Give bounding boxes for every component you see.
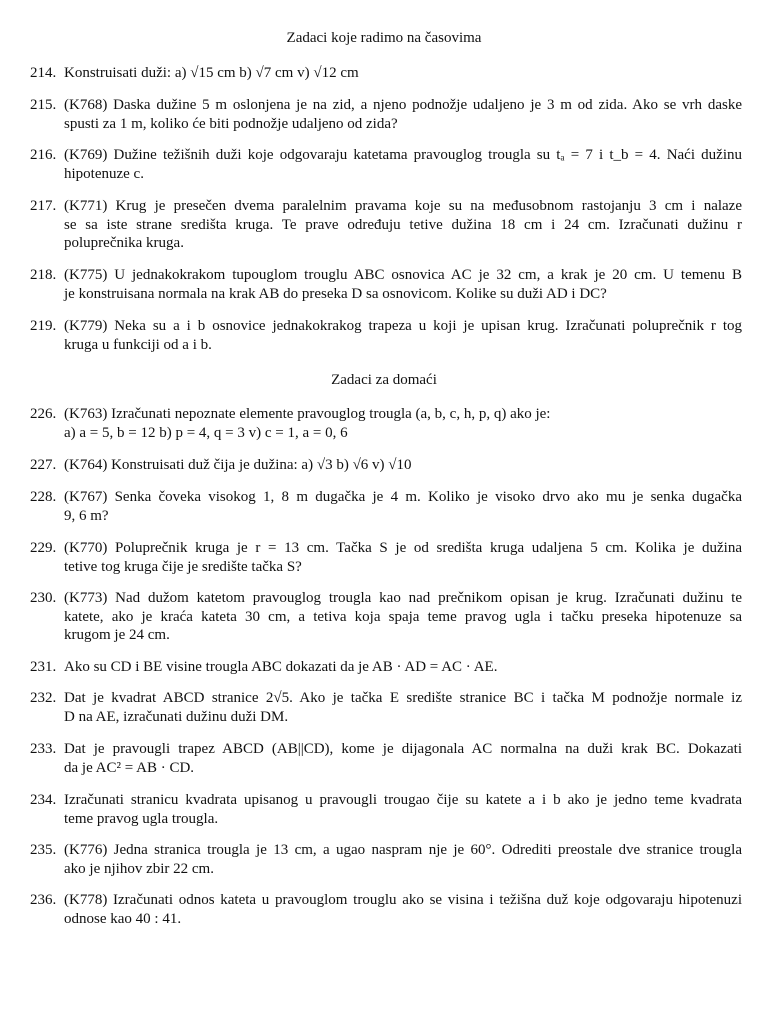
problem-number: 216. (30, 147, 57, 163)
problem-218 (30, 266, 742, 303)
problem-line: Konstruisati duži: a) √15 cm b) √7 cm v) √12 cm (64, 65, 359, 81)
problem-215 (30, 96, 742, 133)
problem-number: 226. (30, 406, 57, 422)
problem-235 (30, 841, 742, 878)
problem-line: 9, 6 m? (64, 507, 109, 524)
problem-line: krugom je 24 cm. (64, 627, 170, 643)
section-heading-homework: Zadaci za domaći (331, 372, 437, 388)
problem-number: 228. (30, 489, 57, 505)
problem-217 (30, 197, 742, 253)
problem-219 (30, 317, 742, 354)
problem-number: 217. (30, 198, 57, 214)
problem-number: 214. (30, 65, 57, 81)
problem-236 (30, 891, 742, 928)
problem-line: ako je njihov zbir 22 cm. (64, 860, 214, 877)
problem-230 (30, 589, 742, 645)
problem-line: tetive tog kruga čije je središte tačka S? (64, 558, 302, 575)
problem-line: (K773) Nad dužom katetom pravouglog trougla kao nad prečnikom opisan je krug. Izračunati dužinu te (64, 590, 742, 606)
problem-line: (K764) Konstruisati duž čija je dužina: a) √3 b) √6 v) √10 (64, 457, 412, 473)
problem-line: Dat je kvadrat ABCD stranice 2√5. Ako je tačka E središte stranice BC i tačka M podnožje normale iz (64, 690, 742, 706)
problem-line: a) a = 5, b = 12 b) p = 4, q = 3 v) c = 1, a = 0, 6 (64, 424, 348, 441)
problem-line: (K767) Senka čoveka visokog 1, 8 m dugačka je 4 m. Koliko je visoko drvo ako mu je senka dugačka (64, 489, 742, 505)
problem-number: 218. (30, 267, 57, 283)
problem-line: da je AC² = AB · CD. (64, 759, 195, 776)
problem-line: (K768) Daska dužine 5 m oslonjena je na zid, a njeno podnožje udaljeno je 3 m od zida. Ako se vrh daske (64, 97, 742, 113)
problem-line: Izračunati stranicu kvadrata upisanog u pravougli trougao čije su katete a i b ako je jedno teme kvadrata (64, 792, 742, 808)
problem-number: 215. (30, 97, 57, 113)
problem-line: (K778) Izračunati odnos kateta u pravouglom trouglu ako se visina i težišna duž koje odgovaraju hipotenuzi (64, 892, 742, 908)
problem-number: 236. (30, 892, 57, 908)
problem-number: 231. (30, 659, 57, 675)
problem-216 (30, 146, 742, 183)
problem-line: kruga u funkciji od a i b. (64, 336, 212, 353)
problem-line: (K771) Krug je presečen dvema paralelnim pravama koje su na međusobnom rastojanju 3 cm i nalaze (64, 198, 742, 214)
problem-226 (30, 405, 742, 442)
problem-line: (K775) U jednakokrakom tupouglom trouglu ABC osnovica AC je 32 cm, a krak je 20 cm. U temenu B (64, 267, 742, 283)
problem-number: 227. (30, 457, 57, 473)
problem-line: (K776) Jedna stranica trougla je 13 cm, a ugao naspram nje je 60°. Odrediti preostale dve stranice trougla (64, 842, 742, 858)
problem-214 (30, 64, 742, 83)
problem-line: (K769) Dužine težišnih duži koje odgovaraju katetama pravouglog trougla su tₐ = 7 i t_b = 4. Naći dužinu (64, 147, 742, 163)
problem-number: 233. (30, 741, 57, 757)
problem-number: 219. (30, 318, 57, 334)
problem-line: teme pravog ugla trougla. (64, 810, 219, 827)
problem-line: (K770) Poluprečnik kruga je r = 13 cm. Tačka S je od središta kruga udaljena 5 cm. Kolika je dužina (64, 540, 742, 556)
problem-number: 230. (30, 590, 57, 606)
problem-228 (30, 488, 742, 525)
problem-232 (30, 689, 742, 726)
problem-line: Dat je pravougli trapez ABCD (AB||CD), kome je dijagonala AC normalna na duži krak BC. Dokazati (64, 741, 742, 757)
problem-number: 235. (30, 842, 57, 858)
problem-line: hipotenuze c. (64, 165, 144, 182)
problem-line: (K779) Neka su a i b osnovice jednakokrakog trapeza u koji je upisan krug. Izračunati poluprečnik r tog (64, 318, 742, 334)
problem-line: se sa iste strane središta kruga. Te prave određuju tetive dužina 18 cm i 24 cm. Izračunati dužinu r (64, 216, 742, 233)
problem-233 (30, 740, 742, 777)
problem-line: spusti za 1 m, koliko će biti podnožje udaljeno od zida? (64, 115, 398, 132)
problem-227 (30, 456, 742, 475)
problem-line: poluprečnika kruga. (64, 235, 184, 251)
problem-line: Ako su CD i BE visine trougla ABC dokazati da je AB · AD = AC · AE. (64, 659, 498, 675)
problem-line: (K763) Izračunati nepoznate elemente pravouglog trougla (a, b, c, h, p, q) ako je: (64, 406, 551, 422)
problem-line: D na AE, izračunati dužinu duži DM. (64, 708, 289, 725)
problem-line: odnose kao 40 : 41. (64, 910, 182, 927)
problem-line: je konstruisana normala na krak AB do preseka D sa osnovicom. Kolike su duži AD i DC? (64, 285, 607, 302)
problem-234 (30, 791, 742, 828)
problem-number: 229. (30, 540, 57, 556)
problem-229 (30, 539, 742, 576)
problem-231 (30, 658, 742, 677)
problem-line: katete, ako je kraća kateta 30 cm, a tetiva koja spaja teme pravog ugla i tačku preseka hipotenuze sa (64, 608, 742, 625)
section-heading-classwork: Zadaci koje radimo na časovima (286, 30, 482, 46)
problem-number: 232. (30, 690, 57, 706)
problem-number: 234. (30, 792, 57, 808)
